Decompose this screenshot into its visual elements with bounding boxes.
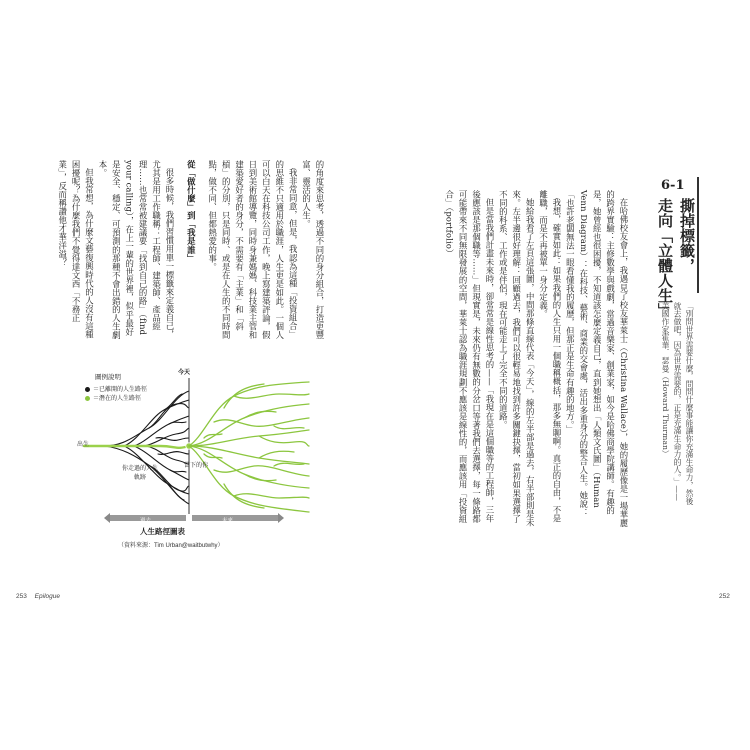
right-body-text xyxy=(398,190,630,530)
left-paragraph-3: 很多時候，我們習慣用單一標籤來定義自己，尤其是用工作職稱：工程師、建築師、產品經理……也常常被建議要「找到自己的路」（find your calling），在上一輩的世界裡，似乎最好是安全、穩定、可預測的那種不會出錯的人生劇本。 xyxy=(97,160,175,340)
label-future: 未來 xyxy=(222,518,234,524)
legend-future-label: ＝潛在的人生路徑 xyxy=(93,396,142,402)
left-subheading: 從「做什麼」到「我是誰」 xyxy=(186,160,197,263)
chapter-title-line1: 撕掉標籤， xyxy=(678,198,696,273)
epigraph-attribution: 美國作家霍華．瑟曼（Howard Thurman） xyxy=(661,302,670,458)
right-page-number: 252 xyxy=(719,593,730,600)
left-paragraph-1: 的角度來思考，透過不同的身分組合，打造更豐富、靈活的人生。 xyxy=(301,160,325,340)
right-paragraph-2: 我想，確實如此：如果我們的人生只用一個職稱概括，那多無聊啊。真正的自由，不是離職，而是不再被單一身分定義。 xyxy=(538,190,562,523)
left-paragraph-2: 我非常同意，但是，我認為這種「投資組合」的思維不只適用於職涯，人生更是如此。一個人可以白天在科技公司工作，晚上寫建築評論，假日到美術館導覽，同時身兼媽媽、科技業主管和建築愛好者的身分，不需要有「主業」和「斜槓」的分別，只是同時、或是在人生的不同時間點，做不同、但都熱愛的事。 xyxy=(207,160,299,340)
left-paragraph-4: 但我常想，為什麼文藝復興時代的人沒有這種困擾呢？為什麼我們不覺得達文西「不務正業」，反而稱讚他才華洋溢？ xyxy=(57,160,95,340)
life-path-diagram xyxy=(64,366,314,526)
label-birth: 出生 xyxy=(77,442,90,448)
right-paragraph-3: 她給我看了左頁這張圖，中間那條直線代表「今天」，線的左半部是過去，右半部則是未來。左半邊很好理解：回顧過去，我們可以很輕易地找到許多關鍵抉擇，當初如果選擇了不同的科系、工作或是伴侶，現在可能走上了完全不同的道路。 xyxy=(498,190,536,528)
right-folio xyxy=(719,593,730,600)
legend-title: 圖例說明 xyxy=(95,374,121,381)
left-folio xyxy=(16,593,60,600)
left-body-text xyxy=(36,160,326,340)
label-walked-path: 你走過的人生軌跡 xyxy=(121,466,158,481)
label-current-you: 當下的你 xyxy=(184,463,209,469)
epigraph-text: 「別問世界需要什麼，問問什麼事能讓你充滿生命力，然後就去做吧，因為世界需要的，正是充滿生命力的人。」—— xyxy=(673,302,694,505)
timeline-arrows xyxy=(104,513,284,523)
future-paths xyxy=(189,382,309,512)
diagram-source: （資料來源：Tim Urban@waitbutwhy） xyxy=(118,543,224,549)
right-paragraph-1: 在哈佛校友會上，我遇見了校友華萊士（Christina Wallace），她的履歷像是一場華麗的跨界實驗：主修數學與戲劇，當過音樂家、創業家，如今是哈佛商學院講師。有趣的是，她曾經也很困擾，不知道該怎麼定義自己，直到她想出「人類文氏圖」（Human Venn Diagram）：在科技、藝術、商業的交會處，活出多重身分的整合人生。她說：「也許老闆無法一眼看懂我的履歷，但那正是生命有趣的地方。」 xyxy=(565,190,629,528)
chapter-title-line2: 走向「立體人生」 xyxy=(656,198,674,318)
chapter-title xyxy=(654,198,698,318)
diagram-caption: 人生路徑圖表 xyxy=(140,527,185,536)
label-past: 過去 xyxy=(140,518,152,524)
left-running-head: Epilogue xyxy=(34,593,60,600)
right-paragraph-4: 但是當我們計畫未來時，卻常常是線性思考的——「我現在是這個職等的工程師，三年後應該是那個職等……」但現實是，未來仍有無數的分岔口等著我們去選擇，每一條路都可能帶來不同無限發展的空間，華萊士認為職涯規劃不應該是線性的，而應該用「投資組合」（portfolio） xyxy=(444,190,495,524)
chapter-number: 6-1 xyxy=(661,178,685,193)
label-today: 今天 xyxy=(178,370,191,376)
left-page-number: 253 xyxy=(16,593,27,600)
epigraph xyxy=(659,302,695,512)
legend-past-label: ＝已離開的人生路徑 xyxy=(93,387,148,393)
